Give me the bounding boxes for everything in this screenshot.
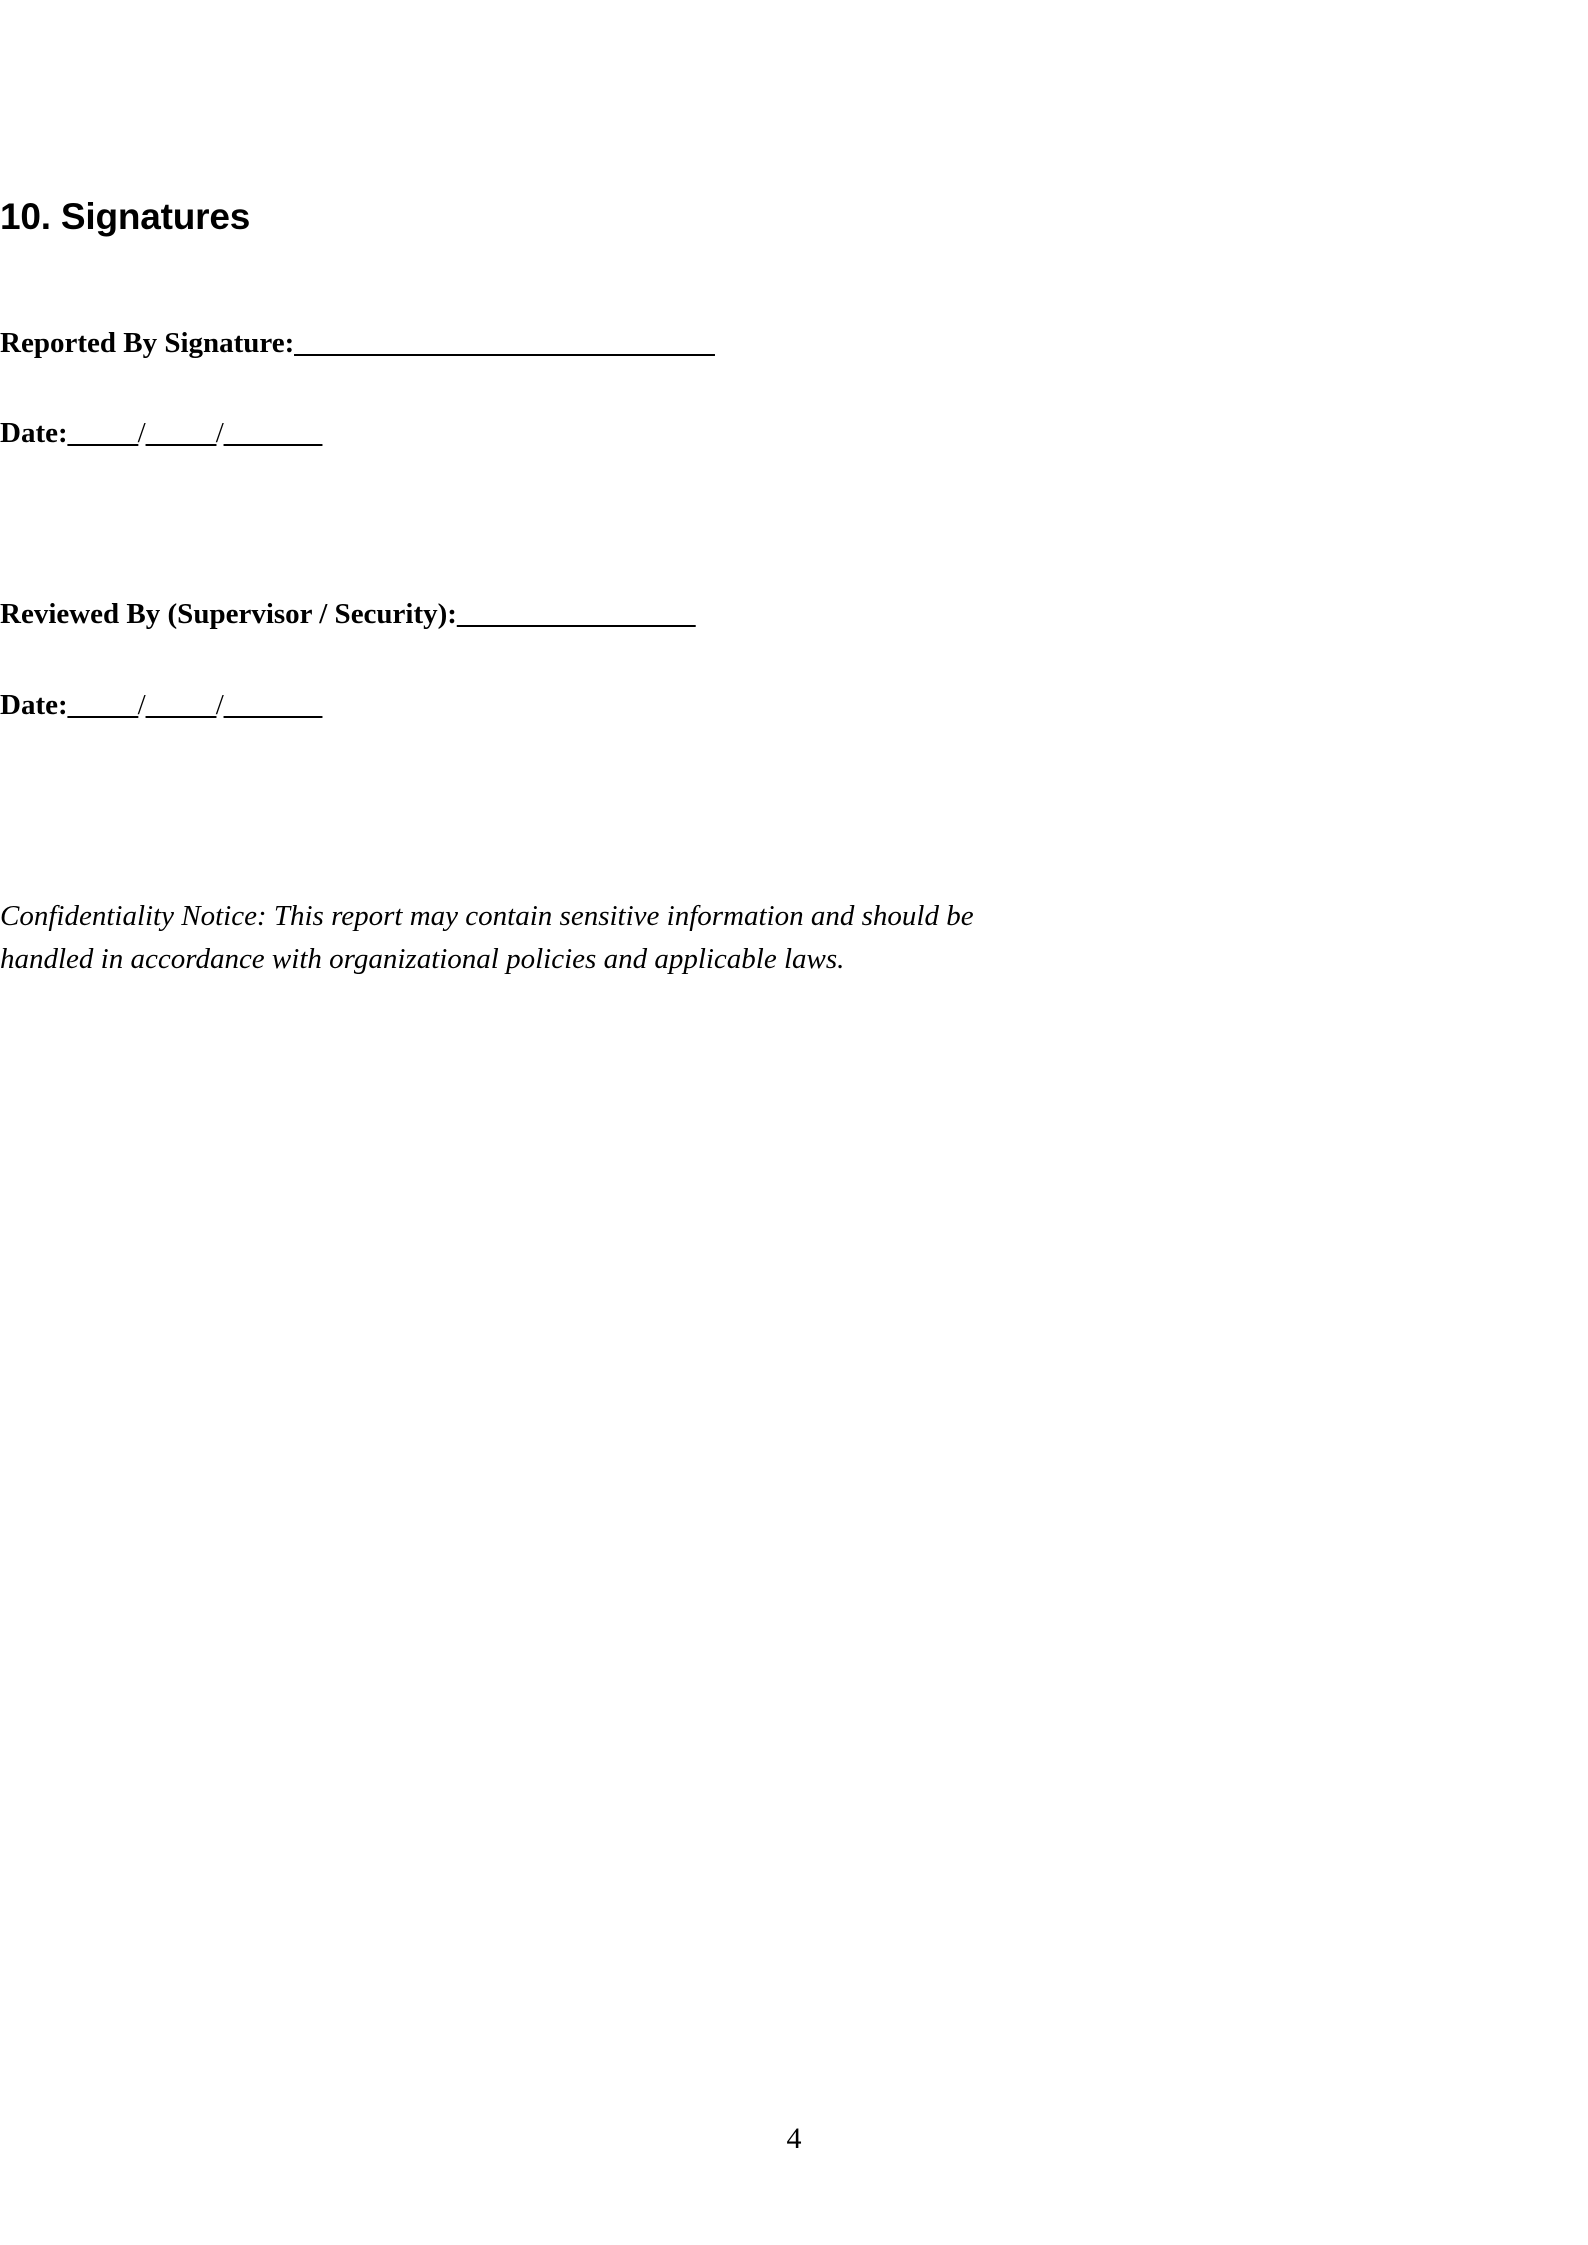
reviewed-date-separator-1: / — [137, 689, 146, 721]
reviewed-date-day-rule[interactable]: _____ — [67, 689, 138, 721]
page-title: 10. Signatures — [0, 196, 251, 237]
reported-date-field — [0, 415, 322, 453]
reviewed-date-month-rule[interactable]: _____ — [145, 689, 216, 721]
reported-date-month-rule[interactable]: _____ — [145, 417, 216, 449]
reviewed-date-year-rule[interactable]: _______ — [223, 689, 322, 721]
reported-by-signature-rule[interactable]: ______________________________ — [294, 327, 715, 359]
reviewed-by-signature-rule[interactable]: _________________ — [456, 598, 695, 630]
confidentiality-notice: Confidentiality Notice: This report may contain sensitive information and should be handled in accordance with organizational policies and applicable laws. — [0, 900, 974, 975]
page-number: 4 — [786, 2122, 802, 2155]
reported-date-separator-1: / — [137, 417, 146, 449]
reported-by-signature-label: Reported By Signature: — [0, 327, 295, 359]
reviewed-date-field — [0, 687, 322, 725]
reviewed-date-separator-2: / — [215, 689, 224, 721]
reported-date-year-rule[interactable]: _______ — [223, 417, 322, 449]
reported-date-label: Date: — [0, 417, 68, 449]
reviewed-date-label: Date: — [0, 689, 68, 721]
reviewed-by-signature-label: Reviewed By (Supervisor / Security): — [0, 598, 457, 630]
reviewed-by-signature-field — [0, 596, 695, 634]
reported-by-signature-field — [0, 325, 714, 363]
reported-date-separator-2: / — [215, 417, 224, 449]
reported-date-day-rule[interactable]: _____ — [67, 417, 138, 449]
